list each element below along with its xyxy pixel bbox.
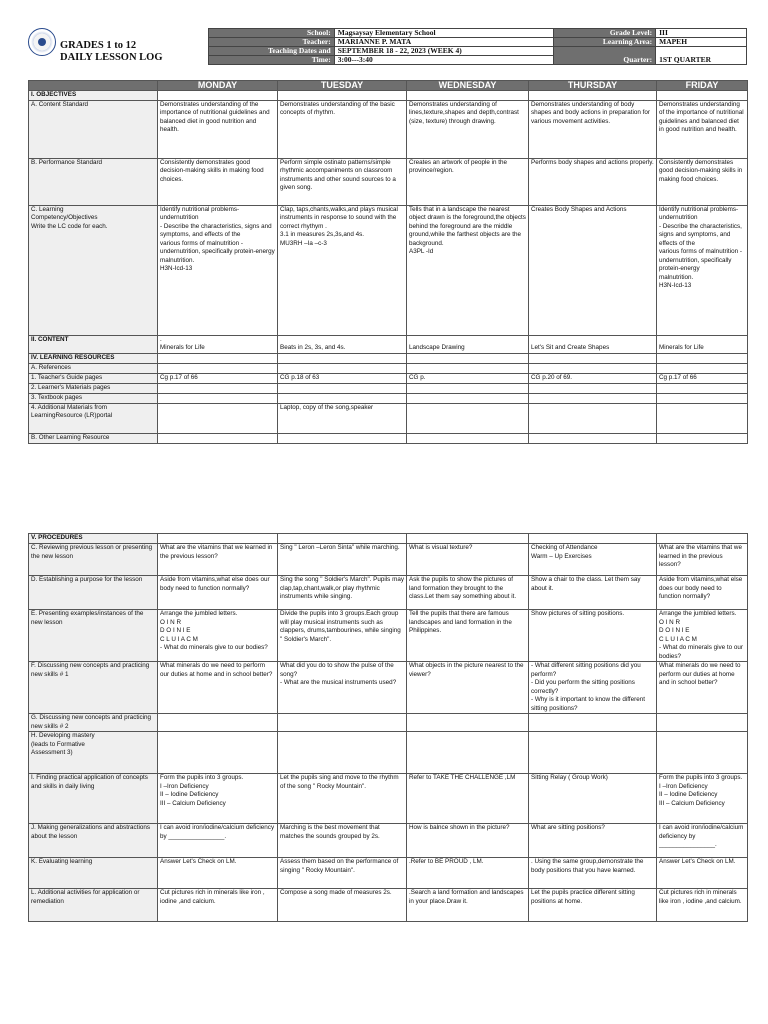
row-label: H. Developing mastery (leads to Formative Assessment 3) — [29, 732, 158, 774]
table-cell — [278, 732, 407, 774]
table-cell: Form the pupils into 3 groups. I –Iron Deficiency II – Iodine Deficiency III – Calcium Deficiency — [158, 774, 278, 824]
table-cell: Demonstrates understanding of the importance of nutritional guidelines and balanced diet in good nutrition and health. — [158, 100, 278, 158]
day-header-thursday: THURSDAY — [529, 81, 657, 91]
row-label: B. Other Learning Resource — [29, 433, 158, 443]
row-label: L. Additional activities for application or remediation — [29, 889, 158, 922]
row-label: I. Finding practical application of concepts and skills in daily living — [29, 774, 158, 824]
teacher-label: Teacher: — [209, 38, 335, 47]
table-row — [29, 373, 748, 383]
table-cell — [657, 714, 748, 732]
table-cell — [158, 393, 278, 403]
table-cell: Marching is the best movement that matches the sounds grouped by 2s. — [278, 824, 407, 858]
time-label: Time: — [209, 56, 335, 65]
row-label: IV. LEARNING RESOURCES — [29, 353, 158, 363]
table-cell — [407, 534, 529, 544]
table-cell: Creates an artwork of people in the province/region. — [407, 158, 529, 205]
table-cell — [158, 403, 278, 433]
document-header — [28, 28, 747, 72]
quarter-label: Quarter: — [554, 47, 656, 65]
table-cell: . Minerals for Life — [158, 335, 278, 353]
table-cell: What minerals do we need to perform our duties at home and in school better? — [657, 662, 748, 714]
table-cell: Demonstrates understanding of lines,texture,shapes and depth,contrast (size, texture) through drawing. — [407, 100, 529, 158]
table-cell — [529, 353, 657, 363]
table-cell — [158, 714, 278, 732]
area-value: MAPEH — [656, 38, 747, 47]
table-cell: Tell the pupils that there are famous landscapes and land formation in the Philippines. — [407, 610, 529, 662]
table-cell: Aside from vitamins,what else does our body need to function normally? — [657, 576, 748, 610]
row-label: C. Learning Competency/Objectives Write the LC code for each. — [29, 205, 158, 335]
table-cell — [407, 90, 529, 100]
row-label: D. Establishing a purpose for the lesson — [29, 576, 158, 610]
table-cell — [529, 534, 657, 544]
row-label: II. CONTENT — [29, 335, 158, 353]
table-cell: Cut pictures rich in minerals like iron , iodine ,and calcium. — [657, 889, 748, 922]
table-cell — [407, 393, 529, 403]
teacher-value: MARIANNE P. MATA — [334, 38, 554, 47]
table-row — [29, 90, 748, 100]
day-header-row — [29, 81, 748, 91]
table-cell — [407, 714, 529, 732]
table-cell: Refer to TAKE THE CHALLENGE ,LM — [407, 774, 529, 824]
table-cell: Beats in 2s, 3s, and 4s. — [278, 335, 407, 353]
table-row — [29, 824, 748, 858]
table-cell: Perform simple ostinato patterns/simple rhythmic accompaniments on classroom instruments and other sound sources to a given song. — [278, 158, 407, 205]
table-cell: CG p. — [407, 373, 529, 383]
table-cell: Show pictures of sitting positions. — [529, 610, 657, 662]
table-cell — [278, 393, 407, 403]
table-cell: Sing the song " Soldier's March". Pupils may clap,tap,chant,walk,or play rhythmic instruments while singing. — [278, 576, 407, 610]
table-cell — [657, 393, 748, 403]
row-label: G. Discussing new concepts and practicing new skills # 2 — [29, 714, 158, 732]
table-cell — [657, 383, 748, 393]
table-cell: - What different sitting positions did you perform? - Did you perform the sitting positions correctly? - Why is it important to know the different sitting positions? — [529, 662, 657, 714]
table-cell: Compose a song made of measures 2s. — [278, 889, 407, 922]
row-label: A. References — [29, 363, 158, 373]
table-row — [29, 383, 748, 393]
table-cell: Aside from vitamins,what else does our body need to function normally? — [158, 576, 278, 610]
table-cell: Consistently demonstrates good decision-making skills in making food choices. — [158, 158, 278, 205]
table-cell: Sitting Relay ( Group Work) — [529, 774, 657, 824]
row-label: V. PROCEDURES — [29, 534, 158, 544]
table-cell — [158, 383, 278, 393]
table-cell: Form the pupils into 3 groups. I –Iron Deficiency II – Iodine Deficiency III – Calcium Deficiency — [657, 774, 748, 824]
day-header-monday: MONDAY — [158, 81, 278, 91]
table-cell — [657, 732, 748, 774]
table-cell: Arrange the jumbled letters. O I N R D O I N I E C L U I A C M - What do minerals give to our bodies? — [657, 610, 748, 662]
row-label: J. Making generalizations and abstractions about the lesson — [29, 824, 158, 858]
row-label: 3. Textbook pages — [29, 393, 158, 403]
school-value: Magsaysay Elementary School — [334, 29, 554, 38]
table-cell — [158, 363, 278, 373]
table-cell — [529, 90, 657, 100]
school-label: School: — [209, 29, 335, 38]
row-label: K. Evaluating learning — [29, 858, 158, 889]
table-cell — [657, 433, 748, 443]
area-label: Learning Area: — [554, 38, 656, 47]
table-cell: Clap, taps,chants,walks,and plays musical instruments in response to sound with the correct rhythym . 3.1 in measures 2s,3s,and 4s. MU3RH –Ia –c-3 — [278, 205, 407, 335]
row-label: 1. Teacher's Guide pages — [29, 373, 158, 383]
table-cell: .Refer to BE PROUD , LM. — [407, 858, 529, 889]
table-cell: . Using the same group,demonstrate the body positions that you have learned. — [529, 858, 657, 889]
table-cell — [407, 363, 529, 373]
table-cell: Let's Sit and Create Shapes — [529, 335, 657, 353]
table-cell: CG p.20 of 69. — [529, 373, 657, 383]
table-row — [29, 774, 748, 824]
table-cell — [657, 353, 748, 363]
document-title: GRADES 1 to 12 DAILY LESSON LOG — [60, 40, 163, 63]
table-cell — [407, 383, 529, 393]
table-cell — [158, 534, 278, 544]
time-value: 3:00---3:40 — [334, 56, 554, 65]
table-cell: Divide the pupils into 3 groups.Each group will play musical instruments such as clappers, drums,tambourines, while singing " Soldier's March". — [278, 610, 407, 662]
table-cell: What is visual texture? — [407, 544, 529, 576]
grade-label: Grade Level: — [554, 29, 656, 38]
table-cell — [529, 363, 657, 373]
lesson-table-bottom — [28, 533, 748, 922]
table-row — [29, 576, 748, 610]
table-cell: Identify nutritional problems- undernutrition - Describe the characteristics, signs and symptoms, and effects of the various forms of malnutrition - undernutrition, specifically protein-energy malnutrition. H3N-Icd-13 — [657, 205, 748, 335]
table-cell: What are sitting positions? — [529, 824, 657, 858]
table-cell: Minerals for Life — [657, 335, 748, 353]
table-cell: Cg p.17 of 66 — [158, 373, 278, 383]
table-row — [29, 544, 748, 576]
table-cell — [278, 90, 407, 100]
row-label: A. Content Standard — [29, 100, 158, 158]
lesson-table-top — [28, 80, 748, 444]
deped-seal-logo — [28, 28, 56, 56]
table-row — [29, 393, 748, 403]
table-cell — [278, 534, 407, 544]
table-cell: Demonstrates understanding of the basic concepts of rhythm. — [278, 100, 407, 158]
table-cell: Arrange the jumbled letters. O I N R D O I N I E C L U I A C M - What do minerals give to our bodies? — [158, 610, 278, 662]
table-cell: Identify nutritional problems- undernutrition - Describe the characteristics, signs and symptoms, and effects of the various forms of malnutrition - undernutrition, specifically protein-energy malnutrition. H3N-Icd-13 — [158, 205, 278, 335]
table-cell: .Search a land formation and landscapes in your place.Draw it. — [407, 889, 529, 922]
dates-value: SEPTEMBER 18 - 22, 2023 (WEEK 4) — [334, 47, 554, 56]
table-cell: I can avoid iron/iodine/calcium deficiency by ________________. — [657, 824, 748, 858]
day-header-blank — [29, 81, 158, 91]
grade-value: III — [656, 29, 747, 38]
row-label: B. Performance Standard — [29, 158, 158, 205]
row-label: 4. Additional Materials from LearningResource (LR)portal — [29, 403, 158, 433]
table-cell — [529, 714, 657, 732]
table-cell: CG p.18 of 63 — [278, 373, 407, 383]
table-cell: Demonstrates understanding of body shapes and body actions in preparation for various movement activities. — [529, 100, 657, 158]
table-row — [29, 732, 748, 774]
table-cell: Demonstrates understanding of the importance of nutritional guidelines and balanced diet in good nutrition and health. — [657, 100, 748, 158]
table-cell: Sing " Leron –Leron Sinta" while marching. — [278, 544, 407, 576]
table-cell — [529, 383, 657, 393]
table-cell — [407, 403, 529, 433]
table-cell — [529, 732, 657, 774]
table-row — [29, 858, 748, 889]
table-row — [29, 662, 748, 714]
table-cell — [278, 353, 407, 363]
table-cell — [158, 433, 278, 443]
table-cell: What are the vitamins that we learned in the previous lesson? — [657, 544, 748, 576]
table-cell — [407, 433, 529, 443]
table-cell: Creates Body Shapes and Actions — [529, 205, 657, 335]
day-header-tuesday: TUESDAY — [278, 81, 407, 91]
table-cell: Answer Let's Check on LM. — [657, 858, 748, 889]
day-header-wednesday: WEDNESDAY — [407, 81, 529, 91]
table-cell: What did you do to show the pulse of the song? - What are the musical instruments used? — [278, 662, 407, 714]
table-row — [29, 205, 748, 335]
table-cell — [278, 714, 407, 732]
table-cell: Show a chair to the class. Let them say about it. — [529, 576, 657, 610]
table-cell — [158, 353, 278, 363]
table-cell — [529, 393, 657, 403]
table-cell: I can avoid iron/iodine/calcium deficiency by ________________. — [158, 824, 278, 858]
table-cell: Let the pupils practice different sitting positions at home. — [529, 889, 657, 922]
table-cell: Ask the pupils to show the pictures of land formation they brought to the class.Let them say something about it. — [407, 576, 529, 610]
table-row — [29, 534, 748, 544]
table-cell: Cg p.17 of 66 — [657, 373, 748, 383]
table-cell: Consistently demonstrates good decision-making skills in making food choices. — [657, 158, 748, 205]
table-row — [29, 433, 748, 443]
table-cell — [278, 383, 407, 393]
table-cell: Answer Let's Check on LM. — [158, 858, 278, 889]
table-cell — [407, 732, 529, 774]
table-cell: What minerals do we need to perform our duties at home and in school better? — [158, 662, 278, 714]
table-cell — [657, 363, 748, 373]
row-label: E. Presenting examples/instances of the new lesson — [29, 610, 158, 662]
table-cell: Cut pictures rich in minerals like iron , iodine ,and calcium. — [158, 889, 278, 922]
row-label: I. OBJECTIVES — [29, 90, 158, 100]
table-row — [29, 353, 748, 363]
table-cell — [278, 433, 407, 443]
table-cell — [657, 534, 748, 544]
table-row — [29, 714, 748, 732]
table-cell — [407, 353, 529, 363]
table-row — [29, 889, 748, 922]
table-cell — [278, 363, 407, 373]
table-cell: Landscape Drawing — [407, 335, 529, 353]
table-row — [29, 403, 748, 433]
day-header-friday: FRIDAY — [657, 81, 748, 91]
table-cell: What are the vitamins that we learned in the previous lesson? — [158, 544, 278, 576]
table-cell: Laptop, copy of the song,speaker — [278, 403, 407, 433]
row-label: C. Reviewing previous lesson or presenting the new lesson — [29, 544, 158, 576]
header-info-table — [208, 28, 747, 65]
table-row — [29, 363, 748, 373]
table-cell — [657, 90, 748, 100]
table-cell: Let the pupils sing and move to the rhythm of the song " Rocky Mountain". — [278, 774, 407, 824]
table-cell — [158, 90, 278, 100]
table-cell: Tells that in a landscape the nearest object drawn is the foreground,the objects behind the foreground are the middle ground,while the farthest objects are the background. A3PL -Id — [407, 205, 529, 335]
row-label: 2. Learner's Materials pages — [29, 383, 158, 393]
table-row — [29, 610, 748, 662]
table-cell: How is balnce shown in the picture? — [407, 824, 529, 858]
table-cell — [657, 403, 748, 433]
table-cell — [158, 732, 278, 774]
dates-label: Teaching Dates and — [209, 47, 335, 56]
table-cell — [529, 403, 657, 433]
table-cell: Performs body shapes and actions properly. — [529, 158, 657, 205]
table-row — [29, 335, 748, 353]
quarter-value: 1ST QUARTER — [656, 47, 747, 65]
table-cell — [529, 433, 657, 443]
row-label: F. Discussing new concepts and practicing new skills # 1 — [29, 662, 158, 714]
table-row — [29, 100, 748, 158]
table-cell: What objects in the picture nearest to the viewer? — [407, 662, 529, 714]
table-cell: Assess them based on the performance of singing " Rocky Mountain". — [278, 858, 407, 889]
table-cell: Checking of Attendance Warm – Up Exercises — [529, 544, 657, 576]
table-row — [29, 158, 748, 205]
